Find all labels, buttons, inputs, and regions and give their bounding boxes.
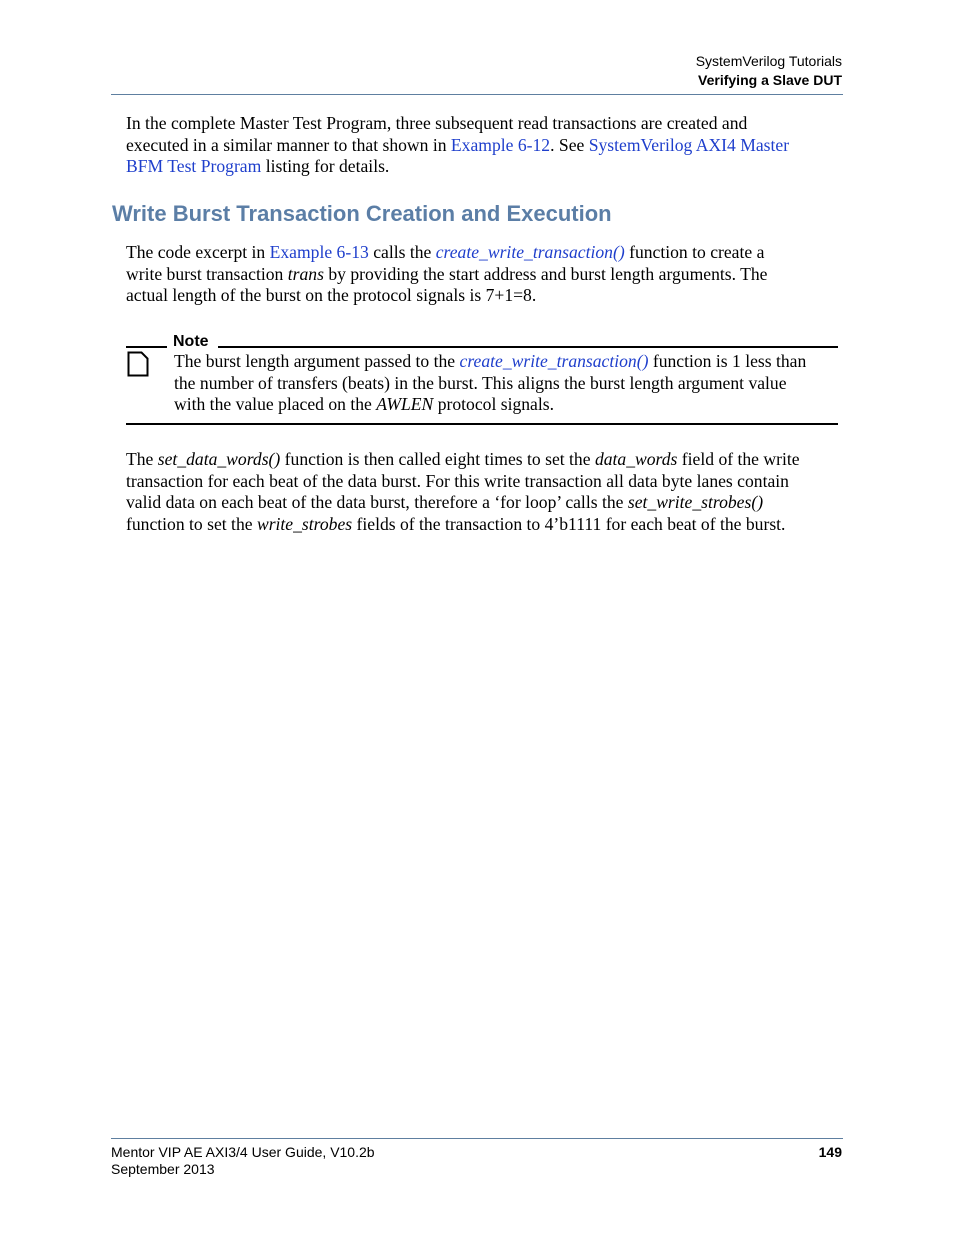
code-term-write-strobes: write_strobes xyxy=(256,514,353,535)
intro-text: executed in a similar manner to that shown in xyxy=(126,134,451,155)
code-term-trans: trans xyxy=(287,263,324,284)
footer-title: Mentor VIP AE AXI3/4 User Guide, V10.2b xyxy=(111,1144,375,1160)
code-term-awlen: AWLEN xyxy=(376,394,434,415)
link-create-write-transaction[interactable]: create_write_transaction() xyxy=(435,242,625,262)
para1-text: function to create a xyxy=(624,242,765,262)
link-example-6-12[interactable]: Example 6-12 xyxy=(450,134,551,155)
para1-line-1 xyxy=(126,242,842,264)
link-axi4-master-bfm-test-program-cont[interactable]: BFM Test Program xyxy=(126,156,262,177)
header-section: SystemVerilog Tutorials xyxy=(695,53,842,69)
para2-text: function is then called eight times to set the xyxy=(280,449,595,469)
para2-text: function to set the xyxy=(126,514,257,535)
header-chapter: Verifying a Slave DUT xyxy=(698,72,842,88)
link-axi4-master-bfm-test-program[interactable]: SystemVerilog AXI4 Master xyxy=(588,134,790,155)
para2-line-1 xyxy=(126,449,842,471)
code-term-data-words: data_words xyxy=(594,449,678,469)
para2-line-2: transaction for each beat of the data burst. For this write transaction all data byte lanes contain xyxy=(126,470,789,491)
note-top-rule-left xyxy=(126,346,167,348)
para2-text: field of the write xyxy=(677,449,800,469)
note-text: protocol signals. xyxy=(433,394,554,415)
section-heading: Write Burst Transaction Creation and Execution xyxy=(112,201,612,226)
para1-line-2 xyxy=(126,264,842,286)
note-line-3 xyxy=(174,394,806,416)
para1-line-3: actual length of the burst on the protocol signals is 7+1=8. xyxy=(126,285,537,306)
intro-line-3 xyxy=(126,156,842,178)
header-rule xyxy=(111,94,843,95)
para2-line-4 xyxy=(126,514,842,536)
footer-info xyxy=(111,1144,375,1178)
para2-line-3 xyxy=(126,492,842,514)
para1-text: calls the xyxy=(368,242,436,262)
note-bottom-rule xyxy=(126,423,838,425)
note-text: with the value placed on the xyxy=(174,394,377,415)
intro-line-2 xyxy=(126,135,842,157)
note-text: function is 1 less than xyxy=(648,351,807,371)
note-title: Note xyxy=(173,333,209,350)
intro-paragraph xyxy=(126,113,842,178)
note-body xyxy=(174,351,806,416)
intro-text: listing for details. xyxy=(261,156,390,177)
footer-date: September 2013 xyxy=(111,1161,215,1177)
intro-line-1: In the complete Master Test Program, three subsequent read transactions are created and xyxy=(126,113,748,133)
paragraph-2 xyxy=(126,449,842,536)
para2-text: valid data on each beat of the data burst, therefore a ‘for loop’ calls the xyxy=(126,492,628,513)
note-line-1 xyxy=(174,351,806,373)
para2-text: fields of the transaction to 4’b1111 for each beat of the burst. xyxy=(352,514,786,535)
page-number: 149 xyxy=(818,1144,842,1160)
note-page-icon xyxy=(127,351,149,377)
note-line-2: the number of transfers (beats) in the burst. This aligns the burst length argument value xyxy=(174,372,787,393)
link-create-write-transaction-note[interactable]: create_write_transaction() xyxy=(459,351,649,371)
footer-rule xyxy=(111,1138,843,1139)
link-example-6-13[interactable]: Example 6-13 xyxy=(269,242,369,262)
intro-text: . See xyxy=(550,134,589,155)
code-term-set-write-strobes: set_write_strobes() xyxy=(627,492,764,513)
para1-text: by providing the start address and burst length arguments. The xyxy=(323,263,768,284)
para1-text: The code excerpt in xyxy=(126,242,270,262)
code-term-set-data-words: set_data_words() xyxy=(157,449,281,469)
running-header xyxy=(696,52,842,90)
note-text: The burst length argument passed to the xyxy=(174,351,460,371)
para1-text: write burst transaction xyxy=(126,263,288,284)
para2-text: The xyxy=(126,449,158,469)
paragraph-1 xyxy=(126,242,842,307)
note-top-rule-right xyxy=(218,346,838,348)
